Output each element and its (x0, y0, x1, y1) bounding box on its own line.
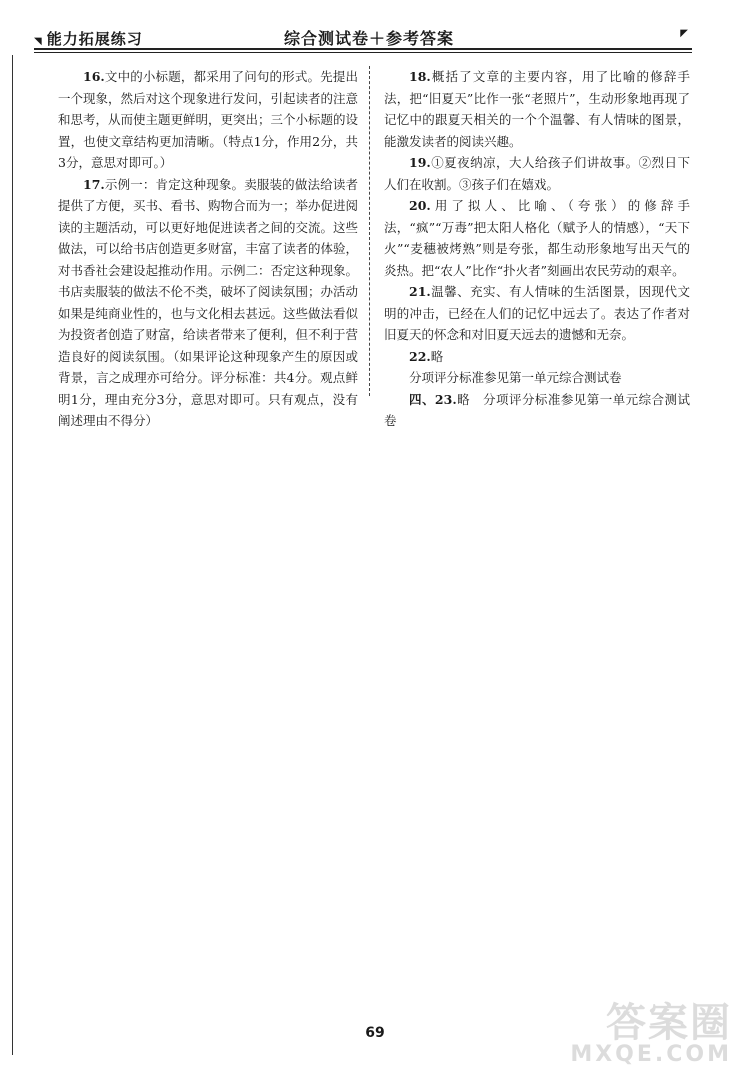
answer-text: 分项评分标准参见第一单元综合测试卷 (409, 370, 622, 385)
triangle-marker-icon: ◥ (34, 36, 43, 47)
question-number: 20. (409, 198, 431, 213)
header-left-title (34, 28, 143, 49)
answer-item (384, 152, 690, 195)
answer-item (58, 174, 358, 432)
header-left-text: 能力拓展练习 (46, 30, 143, 48)
answer-text: 用了拟人、比喻、（夸张）的修辞手法，“疯”“万毒”把太阳人格化（赋予人的情感），“天下火”“麦穗被烤熟”则是夸张，都生动形象地写出天气的炎热。把“农人”比作“扑火者”刻画出农民劳动的艰辛。 (384, 198, 690, 278)
watermark-bottom-text: MXQE.COM (570, 1042, 732, 1067)
answer-item (384, 346, 690, 368)
header-center-title: 综合测试卷＋参考答案 (284, 29, 455, 48)
question-number: 19. (409, 155, 431, 170)
answer-text: 文中的小标题，都采用了问句的形式。先提出一个现象，然后对这个现象进行发问，引起读者的注意和思考，从而使主题更鲜明，更突出；三个小标题的设置，也使文章结构更加清晰。（特点1分，作用2分，共3分，意思对即可。） (58, 69, 359, 170)
answer-column-right (384, 66, 690, 432)
answer-text: ①夏夜纳凉，大人给孩子们讲故事。②烈日下人们在收割。③孩子们在嬉戏。 (384, 155, 690, 192)
answer-item (384, 66, 690, 152)
watermark-logo (552, 991, 732, 1067)
question-number: 21. (409, 284, 431, 299)
question-number: 16. (83, 69, 105, 84)
question-number: 四、23. (409, 391, 457, 407)
answer-item (384, 195, 690, 281)
page-left-border (12, 55, 13, 1055)
answer-item (384, 281, 690, 346)
question-number: 22. (409, 348, 431, 364)
question-number: 17. (83, 176, 105, 192)
answer-text: 概括了文章的主要内容，用了比喻的修辞手法，把“旧夏天”比作一张“老照片”，生动形象地再现了记忆中的跟夏天相关的一个个温馨、有人情味的图景，能激发读者的阅读兴趣。 (384, 69, 690, 149)
page-number: 69 (365, 1025, 385, 1041)
watermark-top-text: 答案圈 (606, 1000, 732, 1046)
header-rule (34, 48, 692, 50)
page-header (34, 22, 690, 48)
answer-text: 温馨、充实、有人情味的生活图景，因现代文明的冲击，已经在人们的记忆中远去了。表达了作者对旧夏天的怀念和对旧夏天远去的遗憾和无奈。 (384, 284, 690, 342)
answer-text: 略 (430, 348, 444, 364)
header-rule-thin (34, 52, 692, 53)
question-number: 18. (409, 69, 431, 84)
answer-column-left (58, 66, 358, 432)
answer-text: 示例一：肯定这种现象。卖服装的做法给读者提供了方便，买书、看书、购物合而为一；举办促进阅读的主题活动，可以更好地促进读者之间的交流。这些做法，可以给书店创造更多财富，丰富了读者的体验，对书香社会建设起推动作用。示例二：否定这种现象。书店卖服装的做法不伦不类，破坏了阅读氛围；办活动如果是纯商业性的，也与文化相去甚远。这些做法看似为投资者创造了财富，给读者带来了便利，但不利于营造良好的阅读氛围。（如果评论这种现象产生的原因或背景，言之成理亦可给分。评分标准：共4分。观点鲜明1分，理由充分3分，意思对即可。只有观点，没有阐述理由不得分） (58, 176, 359, 428)
answer-item (384, 389, 690, 432)
answer-item (58, 66, 358, 174)
column-divider (369, 66, 370, 396)
triangle-marker-icon: ◤ (680, 28, 688, 39)
answer-item (384, 367, 690, 389)
answer-text: 略 分项评分标准参见第一单元综合测试卷 (384, 391, 690, 428)
